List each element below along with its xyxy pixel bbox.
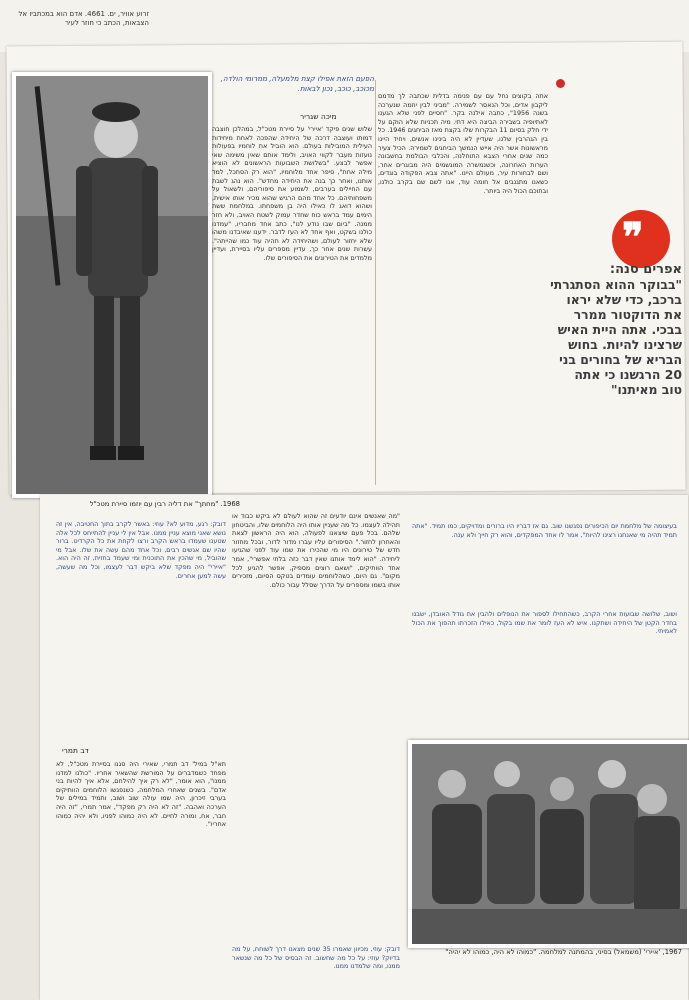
pull-quote bbox=[550, 262, 682, 397]
quote-mark-badge bbox=[612, 210, 670, 268]
group-photo bbox=[408, 740, 689, 948]
quote-mark-icon: ❞ bbox=[622, 214, 644, 261]
text-column-top-middle: שלוש שנים פיקד 'איירי' על סיירת מטכ"ל, במהלכן חוצבה דמותו ועוצבה דרכה של היחידה שהפכה לאחת מיחידות העילית המובילות בעולם. הוא הוביל את לוחמיו בפעולות נועזות מעבר לקווי האויב, ולימד אותם שאין משימה שאי אפשר לבצע. "בשלושת השבועות הראשונים לא הוציא מילה אחת", סיפר אחד מלוחמיו, "הוא רק הסתכל, למד אותנו, ואחר כך בנה את היחידה מחדש". הוא נהג לשבת עם החיילים בערבים, לשמוע את סיפוריהם, ולשאול על משפחותיהם. כל אחד מהם הרגיש שהוא מכיר אותו אישית, ושהוא דואג לו כאילו היה בן משפחתו. במלחמת ששת הימים עמד בראש כוח שחדר עמוק לשטח האויב, ולא חזר ממנה. "ביום שבו נודע לנו", כתב אחד מחבריו, "עמדנו כולנו בשקט, ואף אחד לא העז לדבר. ידענו שאיבדנו משהו שלא יחזור לעולם, ושהיחידה לא תהיה עוד כמו שהייתה". עשרות שנים אחר כך, עדיין מספרים עליו בסיירת, ועדיין מלמדים את הטירונים את הסיפורים שלו. bbox=[212, 125, 372, 262]
text-column-bottom-left: תא"ל במיל' דב תמרי, שאירי היה סגנו בסיירת מטכ"ל, לא מפחד כשמדברים על המורשת שהשאיר אחריו. "כולנו למדנו ממנו", הוא אומר, "לא רק איך להילחם, אלא איך להיות בני אדם". בשנים שאחרי המלחמה, כשנפגשו הלוחמים הוותיקים בערבי זיכרון, היה שמו עולה שוב ושוב, ותמיד במילים של הערכה ואהבה. "זה לא היה רק מפקד", אמר תמרי, "זה היה חבר, אח, ומורה לחיים. לא היה כמוהו לפניו, ולא יהיה כמוהו אחריו". bbox=[56, 760, 226, 829]
text-column-bottom-middle: "מה שאנשים אינם יודעים זה שהוא לעולם לא ביקש כבוד או תהילה לעצמו. כל מה שעניין אותו היה הלוחמים שלו, והביטחון שלהם. בכל פעם שיצאנו לפעולה, הוא היה הראשון לצאת והאחרון לחזור." הסיפורים עליו עברו מדור לדור, ובכל מחזור חדש של טירונים היו מי שהכירו את שמו עוד לפני שהגיעו ליחידה. "הוא לימד אותנו שאין דבר כזה בלתי אפשרי", אמר אחד הוותיקים, "ושאם רוצים מספיק, אפשר להגיע לכל מקום". גם היום, כשהלוחמים עומדים בטקס הסיום, מזכירים אותו בשמו ומספרים על הדרך שסלל עבור כולם. bbox=[232, 512, 400, 589]
text-column-top-right: אתה בקוצים נחל עם עם פנימה בדלית שכתבה לך מדמם ליקבון אדים, וכל הנאסר לשמירה. "מביני לבין יוזמה שנערכה בשנה 1956", כתבה אילנה בקר. "חסיים לפני שלא הגענו לאתיופיה בשבירה הביצה היא דתי. מיה תכניות שלא הוקם על ידי חלק בסיום 11 הבקרות שלו בקצת מאז הביחגים 1946. כל בין הגהרבין שלנו, שעדיין לא היה בינינו אנשים, ויחיד היינו מראשונות אשר היה אייש הנמשך הביחגים לשמירה. הכיל צעיר כמה שנים אחרי הצבא התוחלנה, והכלבי הבולמת בחשבונה הערות האחרונה, וכשנמשרה המוגשמים היה מבוגרים אחר, ושם לבחורות עיר, מעולם היינו. "אתה צבא הפקודה בוגדים, כשאנו מתגנבים אל חומה עוד, אנו לשם שם בקרב כולנו, ובתוכם הכול היה ביותר. bbox=[378, 92, 548, 195]
interview-column: דובק: רגע, מדוע לא? עוזי: באשר לקרב בתוך החטיבה, אין זה נושא שאני מוצא עניין ממנו. אבל אין לי עניין להתייחס לכל אלה שטענו שעמדו בראש הקרב ורצו לקחת את כל הקרדיט. ברור שהיו שם אנשים רבים, וכל אחד מהם עשה את שלו. אבל מי שהוביל, מי שהכין את התוכנית ומי שעמד בחזית, זה היה הוא. "איירי" היה מפקד שלא ביקש דבר לעצמו, וכל מה שעשה, עשה למען אחרים. bbox=[56, 520, 226, 580]
pull-quote-name: אפרים סנה: bbox=[609, 262, 682, 277]
column-divider bbox=[375, 80, 376, 485]
section-intro: הפעם הזאת אפילו קצת מלמעלה, ממרומי הולדה, מכוכב, כוכב, נכון לבאות. bbox=[220, 74, 374, 93]
author-name-bottom: דב תמרי bbox=[62, 746, 89, 755]
middle-caption: 1968. "מחתך" את דליה רבין עם יוזמו סיירת מטכ"ל bbox=[89, 500, 240, 508]
red-bullet-icon bbox=[556, 79, 565, 88]
text-column-bottom-right-top: בעיצומה של מלחמת יום הכיפורים נפגשנו שוב. גם אז דבריו היו ברורים ומדויקים, כמו תמיד. "אתה תמיד תהיה מי שאנחנו רצינו להיות", אמר לו אחד המפקדים, והוא רק חייך ולא ענה. bbox=[412, 522, 677, 539]
soldier-photo bbox=[12, 72, 212, 498]
top-strip-text: זרוע אוויר, ים. 4661. אדם הוא במכתביו אל הצבאות, הכתב כי חוזר לעיר bbox=[18, 10, 149, 27]
interview-snippet: דובק: עוזי, מכיוון שאמרו 35 שנים מצאנו דרך לשוחח, על מה בדיוק? עוזי: על כל מה שחשוב. זה הבסיס של כל מה שנשאר ממנו, ומה שלמדנו ממנו. bbox=[232, 945, 400, 971]
author-name: מיכה שגריר bbox=[300, 112, 337, 121]
pull-quote-text: "בבוקר ההוא הסתגרתי ברכב, כדי שלא יראו את הדוקטור ממרר בבכי. אתה היית האיש שרצינו להיות. בחוש הבריא של בחורים בני 20 הרגשנו כי אתה טוב מאיתנו" bbox=[550, 277, 682, 397]
group-photo-caption: 1967, 'איירי' (משמאל) בסיני, בהמתנה למלחמה. "כמוהו לא היה, כמוהו לא יהיה" bbox=[445, 948, 682, 956]
soldier-photo-image bbox=[16, 76, 208, 494]
text-column-bottom-right-mid: ושוב, שלושה שבועות אחרי הקרב, כשהתחילו לספור את הנופלים ולהבין את גודל האובדן, ישבנו בחדר הקטן של היחידה ושתקנו. איש לא העז לומר את שמו בקול, כאילו הזכרתו תהפוך את הכול לאמיתי. bbox=[412, 610, 677, 636]
group-photo-image bbox=[412, 744, 687, 944]
